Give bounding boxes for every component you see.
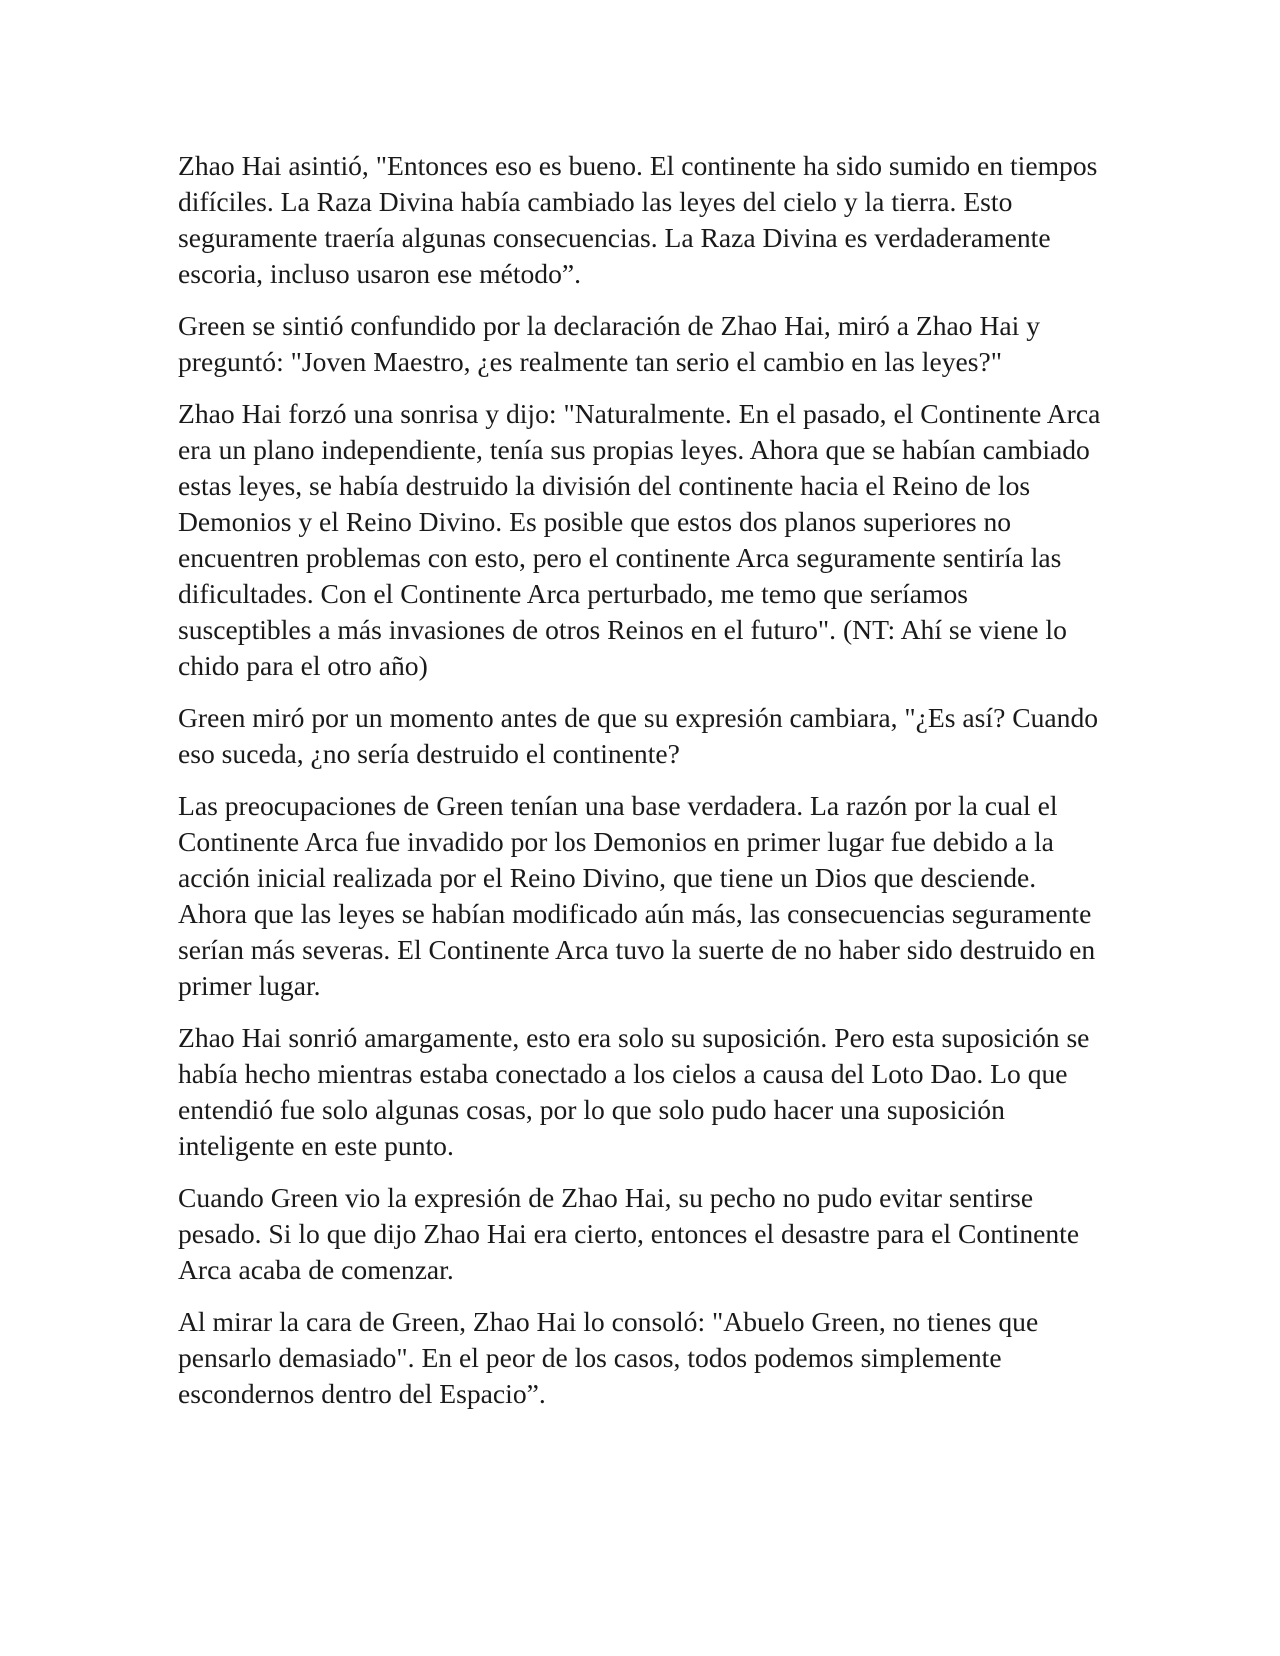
paragraph: Green miró por un momento antes de que su expresión cambiara, "¿Es así? Cuando eso suceda, ¿no sería destruido el continente? <box>178 702 1099 769</box>
paragraph: Zhao Hai asintió, "Entonces eso es bueno. El continente ha sido sumido en tiempos difíciles. La Raza Divina había cambiado las leyes del cielo y la tierra. Esto seguramente traería algunas consecuencias. La Raza Divina es verdaderamente escoria, incluso usaron ese método”. <box>178 150 1098 289</box>
paragraph: Cuando Green vio la expresión de Zhao Hai, su pecho no pudo evitar sentirse pesado. Si lo que dijo Zhao Hai era cierto, entonces el desastre para el Continente Arca acaba de comenzar. <box>178 1182 1080 1285</box>
paragraph: Green se sintió confundido por la declaración de Zhao Hai, miró a Zhao Hai y preguntó: "Joven Maestro, ¿es realmente tan serio el cambio en las leyes?" <box>178 310 1041 377</box>
paragraph: Zhao Hai forzó una sonrisa y dijo: "Naturalmente. En el pasado, el Continente Arca era un plano independiente, tenía sus propias leyes. Ahora que se habían cambiado estas leyes, se había destruido la división del continente hacia el Reino de los Demonios y el Reino Divino. Es posible que estos dos planos superiores no encuentren problemas con esto, pero el continente Arca seguramente sentiría las dificultades. Con el Continente Arca perturbado, me temo que seríamos susceptibles a más invasiones de otros Reinos en el futuro". (NT: Ahí se viene lo chido para el otro año) <box>178 398 1101 681</box>
paragraph: Al mirar la cara de Green, Zhao Hai lo consoló: "Abuelo Green, no tienes que pensarlo demasiado". En el peor de los casos, todos podemos simplemente escondernos dentro del Espacio”. <box>178 1306 1039 1409</box>
paragraph: Las preocupaciones de Green tenían una base verdadera. La razón por la cual el Continente Arca fue invadido por los Demonios en primer lugar fue debido a la acción inicial realizada por el Reino Divino, que tiene un Dios que desciende. Ahora que las leyes se habían modificado aún más, las consecuencias seguramente serían más severas. El Continente Arca tuvo la suerte de no haber sido destruido en primer lugar. <box>178 790 1096 1001</box>
document-body <box>178 148 1108 1428</box>
paragraph: Zhao Hai sonrió amargamente, esto era solo su suposición. Pero esta suposición se había hecho mientras estaba conectado a los cielos a causa del Loto Dao. Lo que entendió fue solo algunas cosas, por lo que solo pudo hacer una suposición inteligente en este punto. <box>178 1022 1090 1161</box>
